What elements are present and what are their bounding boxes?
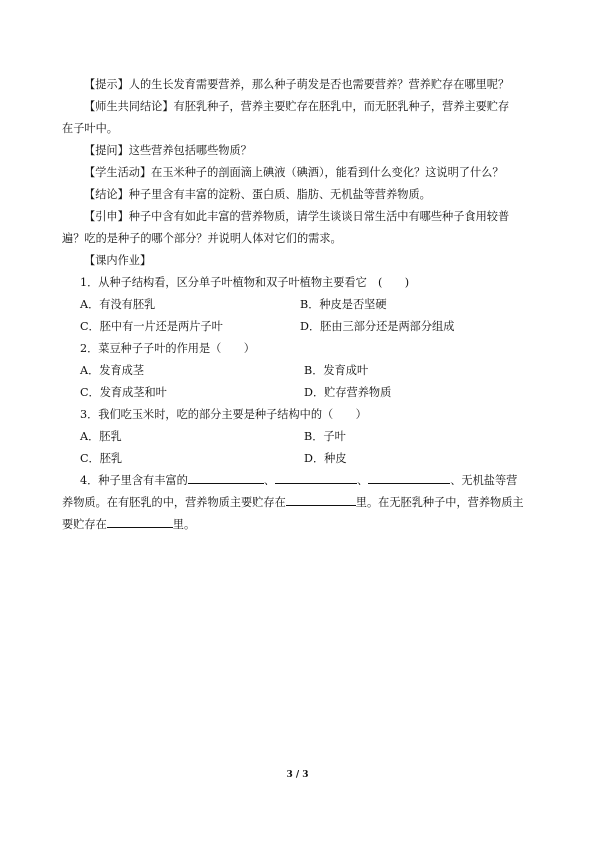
tag-conclusion: 【结论】 [84, 188, 129, 201]
question-3: 3．我们吃玉米时，吃的部分主要是种子结构中的（ ） [80, 408, 367, 421]
text-student-activity: 在玉米种子的剖面滴上碘液（碘酒），能看到什么变化？这说明了什么？ [151, 166, 504, 179]
question-2-option-c: C．发育成茎和叶 [80, 386, 167, 399]
question-2-option-a: A．发育成茎 [80, 364, 145, 377]
text-conclusion: 种子里含有丰富的淀粉、蛋白质、脂肪、无机盐等营养物质。 [128, 188, 431, 201]
question-1-options-row-1 [62, 294, 540, 316]
question-2: 2．菜豆种子子叶的作用是（ ） [80, 342, 255, 355]
question-4-line-2 [62, 492, 540, 514]
question-1-options-row-2 [62, 316, 540, 338]
question-4-sep-2: 、 [357, 474, 369, 487]
paragraph-extension-cont: 遍？吃的是种子的哪个部分？并说明人体对它们的需求。 [62, 232, 342, 245]
question-1-option-a: A．有没有胚乳 [80, 298, 156, 311]
paragraph-conclusion-joint-cont: 在子叶中。 [62, 122, 118, 135]
question-2-option-b: B．发育成叶 [304, 364, 369, 377]
question-1: 1．从种子结构看，区分单子叶植物和双子叶植物主要看它 ( ) [80, 276, 410, 289]
question-4-line-3a: 要贮存在 [62, 518, 107, 531]
paragraph-question [62, 140, 540, 162]
question-4-line-2a: 养物质。在有胚乳的中，营养物质主要贮存在 [62, 496, 286, 509]
question-1-option-c: C．胚中有一片还是两片子叶 [80, 320, 223, 333]
question-2-options-row-2 [62, 382, 540, 404]
question-1-option-d: D．胚由三部分还是两部分组成 [300, 320, 455, 333]
question-4-line-3b: 里。 [172, 518, 196, 531]
paragraph-student-activity [62, 162, 540, 184]
question-4-blank-2 [275, 472, 357, 484]
tag-conclusion-joint: 【师生共同结论】 [84, 100, 174, 113]
question-3-option-a: A．胚乳 [80, 430, 122, 443]
tag-student-activity: 【学生活动】 [84, 166, 152, 179]
paragraph-conclusion-joint [62, 96, 540, 118]
question-3-option-d: D．种皮 [304, 452, 347, 465]
question-3-option-c: C．胚乳 [80, 452, 123, 465]
paragraph-extension [62, 206, 540, 228]
page-number: 3 / 3 [286, 770, 309, 780]
question-2-options-row-1 [62, 360, 540, 382]
question-1-option-b: B．种皮是否坚硬 [300, 298, 387, 311]
question-3-options-row-1 [62, 426, 540, 448]
tag-extension: 【引申】 [84, 210, 129, 223]
question-4-blank-5 [107, 516, 173, 528]
document-content [62, 74, 540, 536]
tag-hint: 【提示】 [84, 78, 129, 91]
question-2-option-d: D．贮存营养物质 [304, 386, 392, 399]
question-4-line-3 [62, 514, 540, 536]
question-4-line-1 [62, 470, 540, 492]
question-3-options-row-2 [62, 448, 540, 470]
text-extension: 种子中含有如此丰富的营养物质，请学生谈谈日常生活中有哪些种子食用较普 [128, 210, 510, 223]
text-question: 这些营养包括哪些物质？ [128, 144, 252, 157]
tag-question: 【提问】 [84, 144, 129, 157]
homework-title: 【课内作业】 [84, 254, 152, 267]
text-conclusion-joint: 有胚乳种子，营养主要贮存在胚乳中，而无胚乳种子，营养主要贮存 [173, 100, 510, 113]
question-4-after-3: 、无机盐等营 [450, 474, 518, 487]
paragraph-conclusion [62, 184, 540, 206]
question-4-line-2b: 里。在无胚乳种子中，营养物质主 [355, 496, 524, 509]
question-4-sep-1: 、 [263, 474, 276, 487]
question-4-blank-3 [368, 472, 450, 484]
paragraph-hint [62, 74, 540, 96]
question-4-blank-4 [286, 494, 356, 506]
text-hint: 人的生长发育需要营养，那么种子萌发是否也需要营养？营养贮存在哪里呢？ [128, 78, 510, 91]
question-4-blank-1 [188, 472, 264, 484]
question-4-start: 4．种子里含有丰富的 [80, 474, 188, 487]
question-3-option-b: B．子叶 [304, 430, 346, 443]
